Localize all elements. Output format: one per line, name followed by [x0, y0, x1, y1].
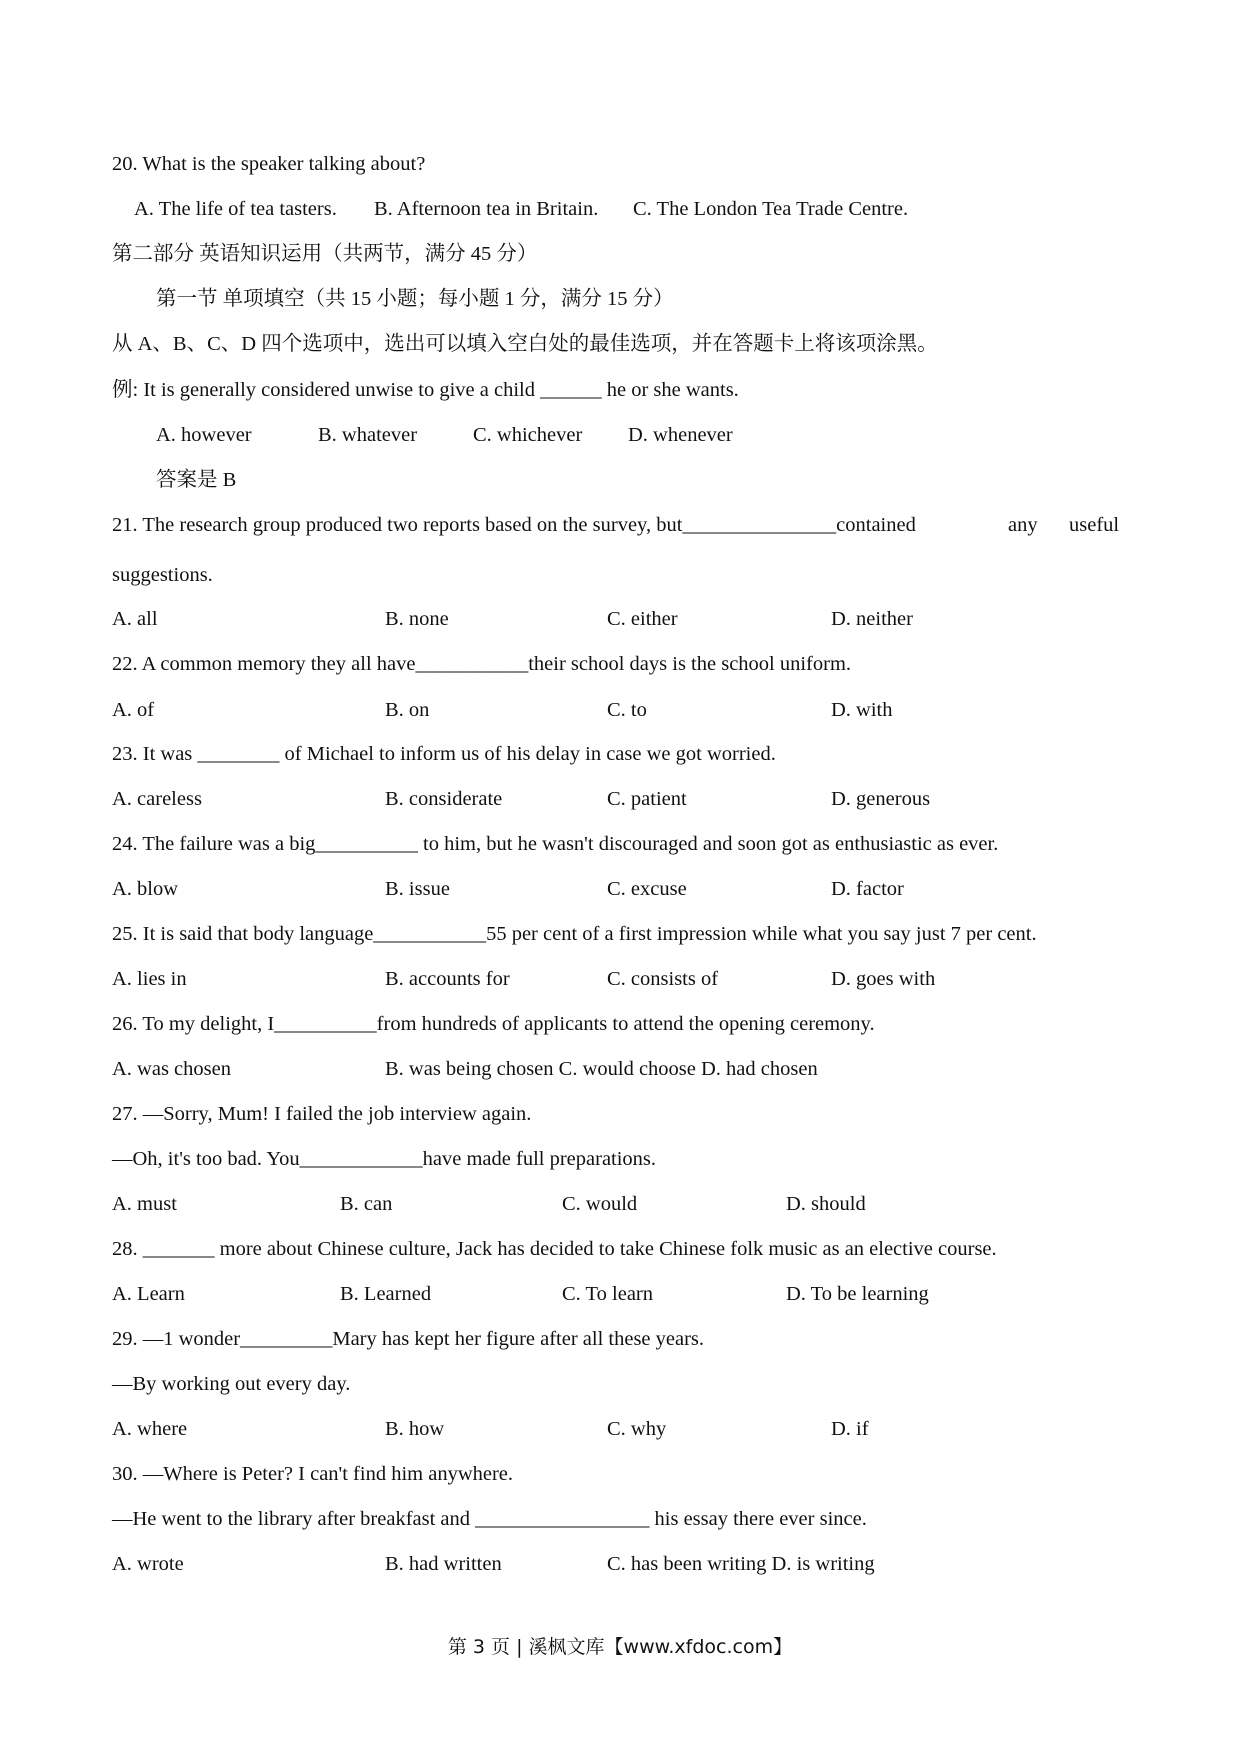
q23-option-b: B. considerate [385, 788, 503, 810]
q23-stem: 23. It was ________ of Michael to inform us of his delay in case we got worried. [112, 743, 776, 765]
q25-option-c: C. consists of [607, 968, 719, 990]
q29-option-a: A. where [112, 1418, 188, 1440]
q27-stem: 27. —Sorry, Mum! I failed the job interview again. [112, 1103, 532, 1125]
q29-stem: 29. —1 wonder_________Mary has kept her figure after all these years. [112, 1328, 705, 1350]
q25-option-a: A. lies in [112, 968, 187, 990]
q24-option-d: D. factor [831, 878, 904, 900]
q22-option-d: D. with [831, 699, 893, 721]
q30-option-b: B. had written [385, 1553, 502, 1575]
q22-option-a: A. of [112, 699, 155, 721]
q20-option-b: B. Afternoon tea in Britain. [374, 198, 599, 220]
example-answer: 答案是 B [156, 469, 237, 491]
example-option-d: D. whenever [628, 424, 733, 446]
example-stem: 例: It is generally considered unwise to give a child ______ he or she wants. [112, 379, 739, 401]
q29-option-b: B. how [385, 1418, 445, 1440]
q24-stem: 24. The failure was a big__________ to him, but he wasn't discouraged and soon got as enthusiastic as ever. [112, 833, 999, 855]
q22-stem: 22. A common memory they all have___________their school days is the school uniform. [112, 653, 852, 675]
q24-option-a: A. blow [112, 878, 179, 900]
q21-option-c: C. either [607, 608, 678, 630]
q30-option-a: A. wrote [112, 1553, 184, 1575]
q27-option-d: D. should [786, 1193, 866, 1215]
part2-title: 第二部分 英语知识运用（共两节，满分 45 分） [112, 243, 538, 265]
q30-option-c-d: C. has been writing D. is writing [607, 1553, 875, 1575]
q28-stem: 28. _______ more about Chinese culture, Jack has decided to take Chinese folk music as an elective course. [112, 1238, 997, 1260]
q25-option-b: B. accounts for [385, 968, 510, 990]
q23-option-d: D. generous [831, 788, 931, 810]
q29-option-c: C. why [607, 1418, 667, 1440]
q21-stem [112, 512, 1120, 538]
q21-stem-useful: useful [1069, 514, 1120, 536]
q25-stem: 25. It is said that body language___________55 per cent of a first impression while what you say just 7 per cent. [112, 923, 1037, 945]
q28-option-b: B. Learned [340, 1283, 432, 1305]
q30-stem: 30. —Where is Peter? I can't find him anywhere. [112, 1463, 514, 1485]
q20-option-c: C. The London Tea Trade Centre. [633, 198, 909, 220]
q21-option-b: B. none [385, 608, 449, 630]
q28-option-a: A. Learn [112, 1283, 185, 1305]
q24-option-b: B. issue [385, 878, 450, 900]
q29-stem-reply: —By working out every day. [112, 1373, 351, 1395]
q28-option-c: C. To learn [562, 1283, 653, 1305]
q24-option-c: C. excuse [607, 878, 687, 900]
q21-stem-continued: suggestions. [112, 564, 213, 586]
section1-title: 第一节 单项填空（共 15 小题；每小题 1 分，满分 15 分） [156, 288, 674, 310]
q29-option-d: D. if [831, 1418, 869, 1440]
q27-option-c: C. would [562, 1193, 638, 1215]
q27-option-b: B. can [340, 1193, 393, 1215]
q25-option-d: D. goes with [831, 968, 936, 990]
instruction: 从 A、B、C、D 四个选项中，选出可以填入空白处的最佳选项，并在答题卡上将该项涂黑。 [112, 333, 938, 355]
q22-option-c: C. to [607, 699, 647, 721]
q30-stem-reply: —He went to the library after breakfast and _________________ his essay there ever since. [112, 1508, 867, 1530]
example-option-c: C. whichever [473, 424, 583, 446]
q23-option-c: C. patient [607, 788, 687, 810]
example-option-a: A. however [156, 424, 252, 446]
q26-option-b-c-d: B. was being chosen C. would choose D. had chosen [385, 1058, 818, 1080]
q26-option-a: A. was chosen [112, 1058, 231, 1080]
q20-stem: 20. What is the speaker talking about? [112, 153, 426, 175]
page-footer: 第 3 页 | 溪枫文库【www.xfdoc.com】 [447, 1636, 793, 1658]
example-option-b: B. whatever [318, 424, 418, 446]
q27-option-a: A. must [112, 1193, 177, 1215]
q21-stem-main: 21. The research group produced two reports based on the survey, but_______________contained [112, 514, 916, 536]
q28-option-d: D. To be learning [786, 1283, 929, 1305]
q20-option-a: A. The life of tea tasters. [134, 198, 337, 220]
q27-stem-reply: —Oh, it's too bad. You____________have made full preparations. [112, 1148, 657, 1170]
q21-option-d: D. neither [831, 608, 913, 630]
q21-option-a: A. all [112, 608, 158, 630]
q26-stem: 26. To my delight, I__________from hundreds of applicants to attend the opening ceremony. [112, 1013, 875, 1035]
q23-option-a: A. careless [112, 788, 202, 810]
q21-stem-any: any [1008, 514, 1038, 536]
q22-option-b: B. on [385, 699, 430, 721]
